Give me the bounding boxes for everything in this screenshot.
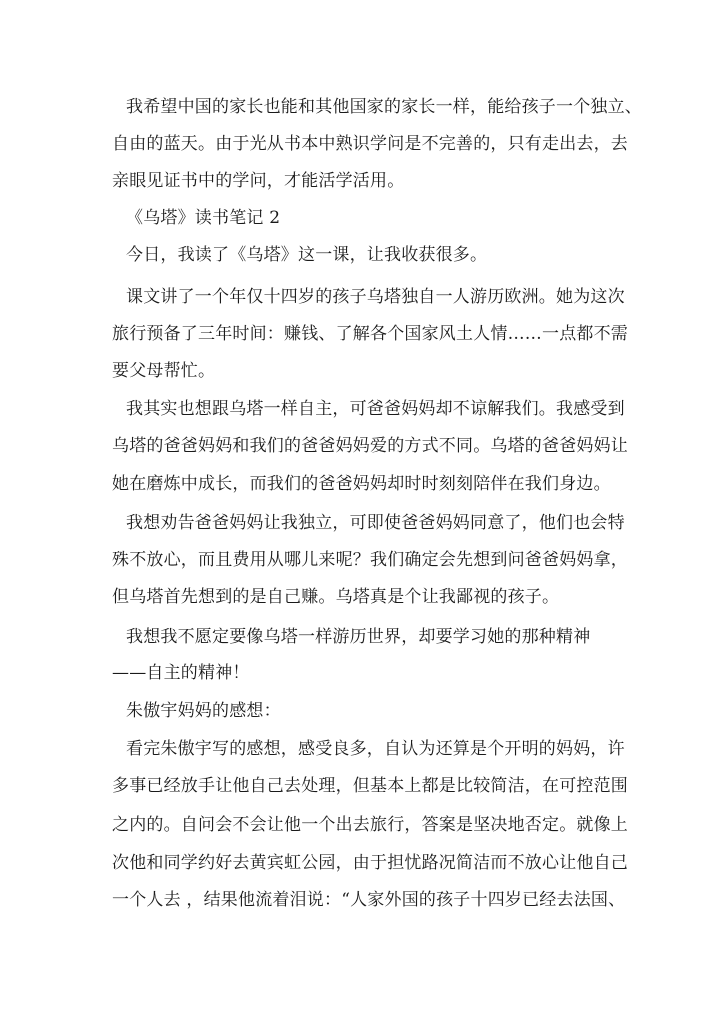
- text-line: 之内的。自问会不会让他一个出去旅行，答案是坚决地否定。就像上: [112, 815, 628, 835]
- text-line: 我想劝告爸爸妈妈让我独立，可即使爸爸妈妈同意了，他们也会特: [126, 513, 625, 533]
- text-line: 朱傲宇妈妈的感想：: [126, 701, 281, 721]
- text-line: 次他和同学约好去黄宾虹公园，由于担忧路况简洁而不放心让他自己: [112, 853, 628, 873]
- text-line: 但乌塔首先想到的是自己赚。乌塔真是个让我鄙视的孩子。: [112, 587, 560, 607]
- text-line: 乌塔的爸爸妈妈和我们的爸爸妈妈爱的方式不同。乌塔的爸爸妈妈让: [112, 436, 628, 456]
- text-line: 看完朱傲宇写的感想，感受良多，自认为还算是个开明的妈妈，许: [126, 739, 625, 759]
- text-line: 要父母帮忙。: [112, 361, 216, 381]
- text-line: 一个人去 ，结果他流着泪说：“人家外国的孩子十四岁已经去法国、: [112, 890, 626, 910]
- text-line: 殊不放心，而且费用从哪儿来呢？我们确定会先想到问爸爸妈妈拿，: [112, 550, 628, 570]
- text-line: 我希望中国的家长也能和其他国家的家长一样，能给孩子一个独立、: [126, 97, 642, 117]
- text-line: 她在磨炼中成长，而我们的爸爸妈妈却时时刻刻陪伴在我们身边。: [112, 474, 611, 494]
- text-line: 自由的蓝天。由于光从书本中熟识学问是不完善的，只有走出去，去: [112, 134, 628, 154]
- text-line: ——自主的精神！: [112, 663, 250, 683]
- text-line: 多事已经放手让他自己去处理，但基本上都是比较简洁，在可控范围: [112, 776, 628, 796]
- text-line: 今日，我读了《乌塔》这一课，让我收获很多。: [126, 245, 488, 265]
- text-line: 课文讲了一个年仅十四岁的孩子乌塔独自一人游历欧洲。她为这次: [126, 287, 625, 307]
- text-line: 我想我不愿定要像乌塔一样游历世界，却要学习她的那种精神: [126, 627, 591, 647]
- text-line: 旅行预备了三年时间：赚钱、了解各个国家风土人情……一点都不需: [112, 324, 628, 344]
- text-line: 我其实也想跟乌塔一样自主，可爸爸妈妈却不谅解我们。我感受到: [126, 399, 625, 419]
- section-heading: 《乌塔》读书笔记 2: [126, 208, 281, 228]
- text-line: 亲眼见证书中的学问，才能活学活用。: [112, 171, 405, 191]
